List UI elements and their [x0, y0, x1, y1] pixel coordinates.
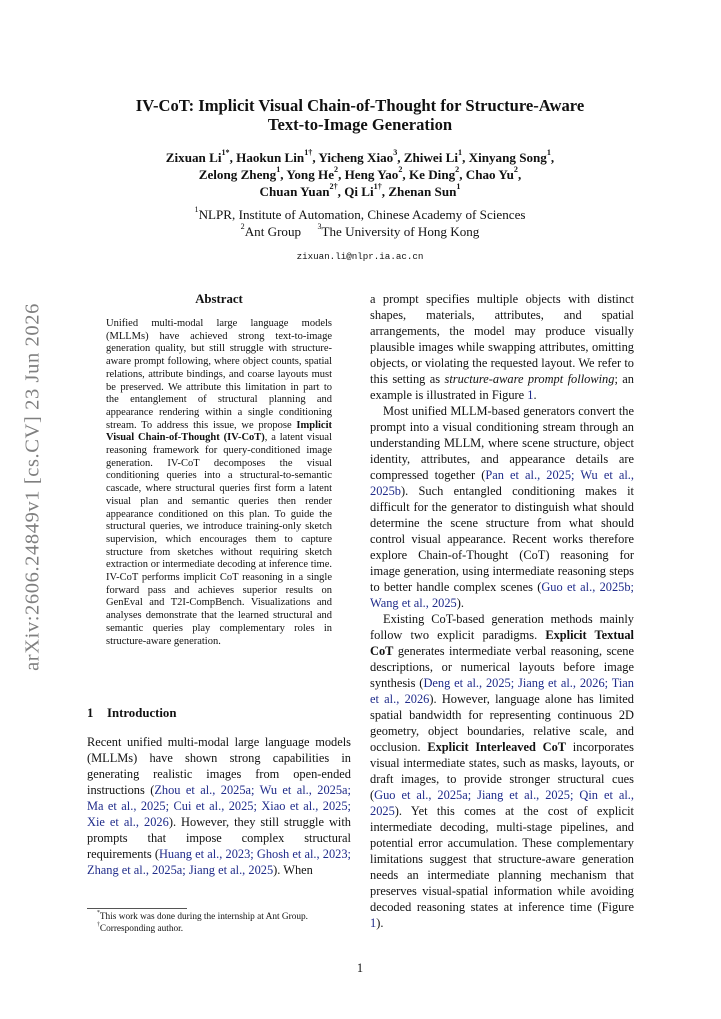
- abstract-body: Unified multi-modal large language models (MLLMs) have achieved strong text-to-image generation quality, but still struggle with structure-aware prompt following, where object counts, spatial relations, attribute bindings, and coarse layouts must be preserved. We attribute this limitation in part to the entanglement of structural planning and appearance rendering within a single conditioning stream. To address this issue, we propose Implicit Visual Chain-of-Thought (IV-CoT), a latent visual reasoning framework for query-conditioned image generation. IV-CoT decomposes the visual conditioning queries into a structural-to-semantic cascade, where structural queries first form a latent visual plan and semantic queries then render appearance conditioned on this plan. To guide the structural queries, we introduce training-only sketch supervision, which encourages them to capture structure from sketches without requiring sketch extraction or intermediate decoding at inference time. IV-CoT performs implicit CoT reasoning in a single forward pass and achieves superior results on GenEval and T2I-CompBench. Visualizations and analyses demonstrate that the learned structural and semantic queries play complementary roles in structure-aware generation.: [106, 318, 332, 647]
- intro-paragraph: Existing CoT-based generation methods mainly follow two explicit paradigms. Explicit Textual CoT generates intermediate verbal reasoning, scene descriptions, or numerical layouts before image synthesis (Deng et al., 2025; Jiang et al., 2026; Tian et al., 2026). However, language alone has limited spatial bandwidth for representing continuous 2D geometry, object boundaries, relative scale, and occlusion. Explicit Interleaved CoT incorporates visual intermediate states, such as masks, layouts, or draft images, to provide stronger structural cues (Guo et al., 2025a; Jiang et al., 2025; Qin et al., 2025). Yet this comes at the cost of explicit intermediate decoding, multi-stage pipelines, and potential error accumulation. These complementary limitations suggest that structure-aware generation needs an intermediate planning mechanism that preserves visual-spatial information while avoiding decoded reasoning states at inference time (Figure 1).: [370, 612, 634, 930]
- affiliations: [60, 206, 660, 240]
- author-mark: 2: [398, 165, 403, 175]
- author-name: Yicheng Xiao: [318, 150, 394, 165]
- author-mark: 1*: [221, 148, 230, 158]
- author-name: Zhiwei Li: [403, 150, 459, 165]
- footnote-1: *This work was done during the internship at Ant Group.: [97, 910, 308, 922]
- author-name: Zelong Zheng: [198, 167, 277, 182]
- author-sep: ,: [459, 167, 466, 182]
- author-sep: ,: [550, 150, 555, 165]
- author-name: Chuan Yuan: [259, 184, 330, 199]
- author-line: [60, 183, 660, 200]
- bold-term: Explicit Interleaved CoT: [427, 740, 567, 754]
- intro-paragraph: a prompt specifies multiple objects with distinct shapes, materials, attributes, and spatial arrangements, the model may produce visually plausible images while swapping attributes, omitting objects, or violating the requested layout. We refer to this setting as structure-aware prompt following; an example is illustrated in Figure 1.: [370, 292, 634, 402]
- author-mark: 2†: [329, 182, 338, 192]
- author-sep: ,: [338, 167, 345, 182]
- author-name: Chao Yu: [465, 167, 514, 182]
- figure-link[interactable]: 1: [527, 388, 534, 402]
- page-number: 1: [356, 961, 364, 975]
- citation-link[interactable]: Pan et al., 2025; Wu et al., 2025b: [370, 468, 634, 498]
- author-line: [60, 149, 660, 166]
- footnote-2: †Corresponding author.: [97, 921, 184, 934]
- citation-link[interactable]: Zhou et al., 2025a; Wu et al., 2025a; Ma et al., 2025; Cui et al., 2025; Xiao et al., 2025; Xie et al., 2026: [87, 783, 351, 829]
- author-mark: 2: [513, 165, 518, 175]
- author-sep: ,: [397, 150, 404, 165]
- intro-right-column: [370, 291, 634, 931]
- section-heading: [87, 706, 176, 721]
- author-name: Yong He: [286, 167, 335, 182]
- author-name: Zhenan Sun: [388, 184, 457, 199]
- citation-link[interactable]: Huang et al., 2023; Ghosh et al., 2023; Zhang et al., 2025a; Jiang et al., 2025: [87, 847, 352, 877]
- citation-link[interactable]: Deng et al., 2025; Jiang et al., 2026; Tian et al., 2026: [370, 676, 634, 706]
- arxiv-stamp: arXiv:2606.24849v1 [cs.CV] 23 Jun 2026: [21, 303, 44, 671]
- author-mark: 1: [546, 148, 551, 158]
- contact-email: zixuan.li@nlpr.ia.ac.cn: [296, 251, 424, 262]
- section-number: 1: [87, 706, 94, 720]
- author-sep: ,: [312, 150, 319, 165]
- author-line: [60, 166, 660, 183]
- author-sep: ,: [402, 167, 409, 182]
- bold-term: Explicit Textual CoT: [370, 628, 634, 658]
- figure-link[interactable]: 1: [370, 916, 377, 930]
- section-title: Introduction: [107, 706, 177, 720]
- author-sep: ,: [462, 150, 469, 165]
- author-mark: 1: [458, 148, 463, 158]
- method-name: Implicit Visual Chain-of-Thought (IV-CoT): [106, 419, 332, 444]
- author-sep: ,: [280, 167, 287, 182]
- author-name: Ke Ding: [408, 167, 456, 182]
- affiliation-line-2: $^2$Ant Group $^3$The University of Hong Kong: [240, 222, 480, 239]
- author-list: [60, 149, 660, 200]
- author-name: Haokun Lin: [236, 150, 305, 165]
- author-sep: ,: [381, 184, 389, 199]
- author-mark: 1†: [304, 148, 313, 158]
- affiliation-line-1: $^1$NLPR, Institute of Automation, Chinese Academy of Sciences: [194, 205, 526, 222]
- author-mark: 1†: [373, 182, 382, 192]
- author-name: Heng Yao: [344, 167, 399, 182]
- author-mark: 1: [276, 165, 281, 175]
- author-sep: ,: [229, 150, 237, 165]
- author-name: Xinyang Song: [468, 150, 547, 165]
- author-name: Qi Li: [344, 184, 374, 199]
- footnote-rule: [87, 908, 187, 909]
- citation-link[interactable]: Guo et al., 2025a; Jiang et al., 2025; Qin et al., 2025: [370, 788, 634, 818]
- author-sep: ,: [337, 184, 345, 199]
- citation-link[interactable]: Guo et al., 2025b; Wang et al., 2025: [370, 580, 634, 610]
- author-mark: 2: [334, 165, 339, 175]
- title-line-2: Text-to-Image Generation: [267, 115, 453, 134]
- title-line-1: IV-CoT: Implicit Visual Chain-of-Thought for Structure-Aware: [135, 96, 585, 115]
- author-mark: 1: [456, 182, 461, 192]
- author-sep: ,: [517, 167, 522, 182]
- footnotes: [87, 912, 351, 935]
- intro-paragraph: Most unified MLLM-based generators convert the prompt into a visual conditioning stream through an understanding MLLM, where scene structure, object identity, attributes, and appearance details are compressed together (Pan et al., 2025; Wu et al., 2025b). Such entangled conditioning makes it difficult for the generator to distinguish what should determine the scene structure from what should control visual appearance. Recent works therefore explore Chain-of-Thought (CoT) reasoning for image generation, using intermediate reasoning steps to better handle complex scenes (Guo et al., 2025b; Wang et al., 2025).: [370, 404, 634, 610]
- abstract-heading: Abstract: [195, 292, 243, 306]
- author-mark: 2: [455, 165, 460, 175]
- italic-term: structure-aware prompt following: [444, 372, 615, 386]
- author-mark: 3: [393, 148, 398, 158]
- paper-title: [60, 96, 660, 134]
- author-name: Zixuan Li: [165, 150, 222, 165]
- intro-left-paragraph: Recent unified multi-modal large language models (MLLMs) have shown strong capabilities in generating realistic images from open-ended instructions (Zhou et al., 2025a; Wu et al., 2025a; Ma et al., 2025; Cui et al., 2025; Xiao et al., 2025; Xie et al., 2026). However, they still struggle with prompts that impose complex structural requirements (Huang et al., 2023; Ghosh et al., 2023; Zhang et al., 2025a; Jiang et al., 2025). When: [87, 735, 352, 877]
